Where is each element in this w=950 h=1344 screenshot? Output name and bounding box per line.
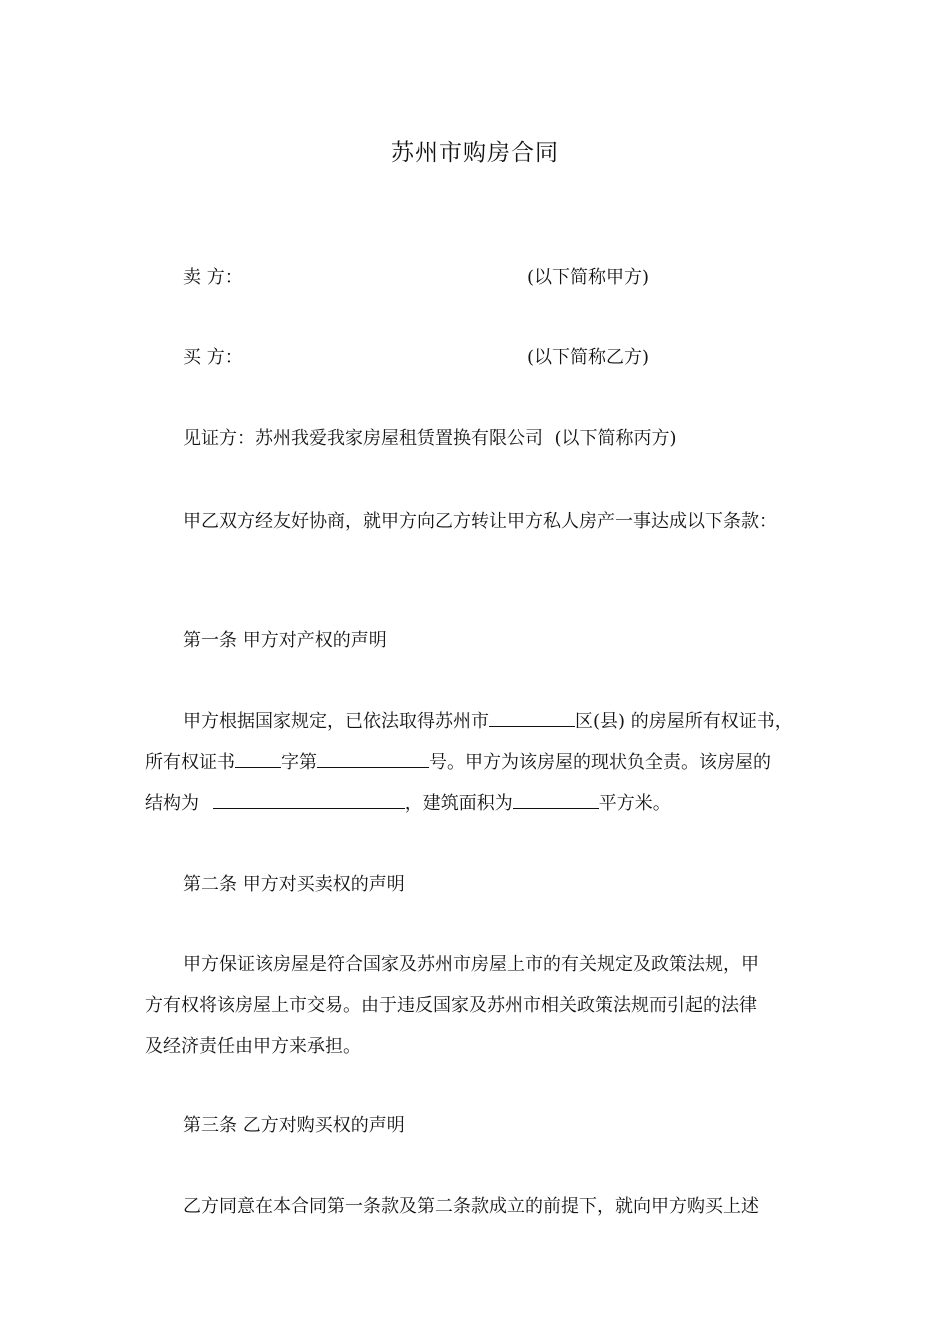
article3-heading: 第三条 乙方对购买权的声明 (183, 1115, 405, 1136)
article2-line2: 方有权将该房屋上市交易。由于违反国家及苏州市相关政策法规而引起的法律 (145, 995, 757, 1016)
article1-text-2b: 字第 (281, 752, 317, 773)
article3-line1: 乙方同意在本合同第一条款及第二条款成立的前提下，就向甲方购买上述 (183, 1196, 759, 1217)
cert-char-blank (235, 749, 281, 768)
article1-line3 (145, 790, 671, 816)
article2-line1: 甲方保证该房屋是符合国家及苏州市房屋上市的有关规定及政策法规，甲 (183, 954, 759, 975)
seller-label: 卖 方： (183, 267, 243, 288)
article1-heading: 第一条 甲方对产权的声明 (183, 630, 387, 651)
article1-text-2a: 所有权证书 (145, 752, 235, 773)
article1-text-3a: 结构为 (145, 793, 205, 814)
district-blank (489, 708, 575, 727)
area-blank (513, 790, 599, 809)
seller-note: (以下简称甲方) (527, 267, 650, 288)
structure-blank (213, 790, 405, 809)
witness-note: (以下简称丙方) (554, 428, 677, 449)
buyer-note: (以下简称乙方) (527, 347, 650, 368)
article2-heading: 第二条 甲方对买卖权的声明 (183, 874, 405, 895)
article1-line1 (183, 708, 793, 734)
article1-line2 (145, 749, 771, 775)
article1-text-3c: 平方米。 (598, 793, 671, 814)
article1-text-2c: 号。甲方为该房屋的现状负全责。该房屋的 (429, 752, 771, 773)
preamble: 甲乙双方经友好协商，就甲方向乙方转让甲方私人房产一事达成以下条款： (183, 511, 777, 532)
witness-label: 见证方： (183, 428, 255, 449)
witness-company: 苏州我爱我家房屋租赁置换有限公司 (255, 428, 543, 449)
document-title: 苏州市购房合同 (391, 140, 559, 166)
article1-text-1a: 甲方根据国家规定，已依法取得苏州市 (183, 711, 489, 732)
cert-number-blank (317, 749, 429, 768)
buyer-label: 买 方： (183, 347, 243, 368)
article1-text-1b: 区(县) 的房屋所有权证书， (575, 711, 793, 732)
witness-line (183, 427, 677, 451)
article2-line3: 及经济责任由甲方来承担。 (145, 1036, 361, 1057)
article1-text-3b: ，建筑面积为 (404, 793, 513, 814)
